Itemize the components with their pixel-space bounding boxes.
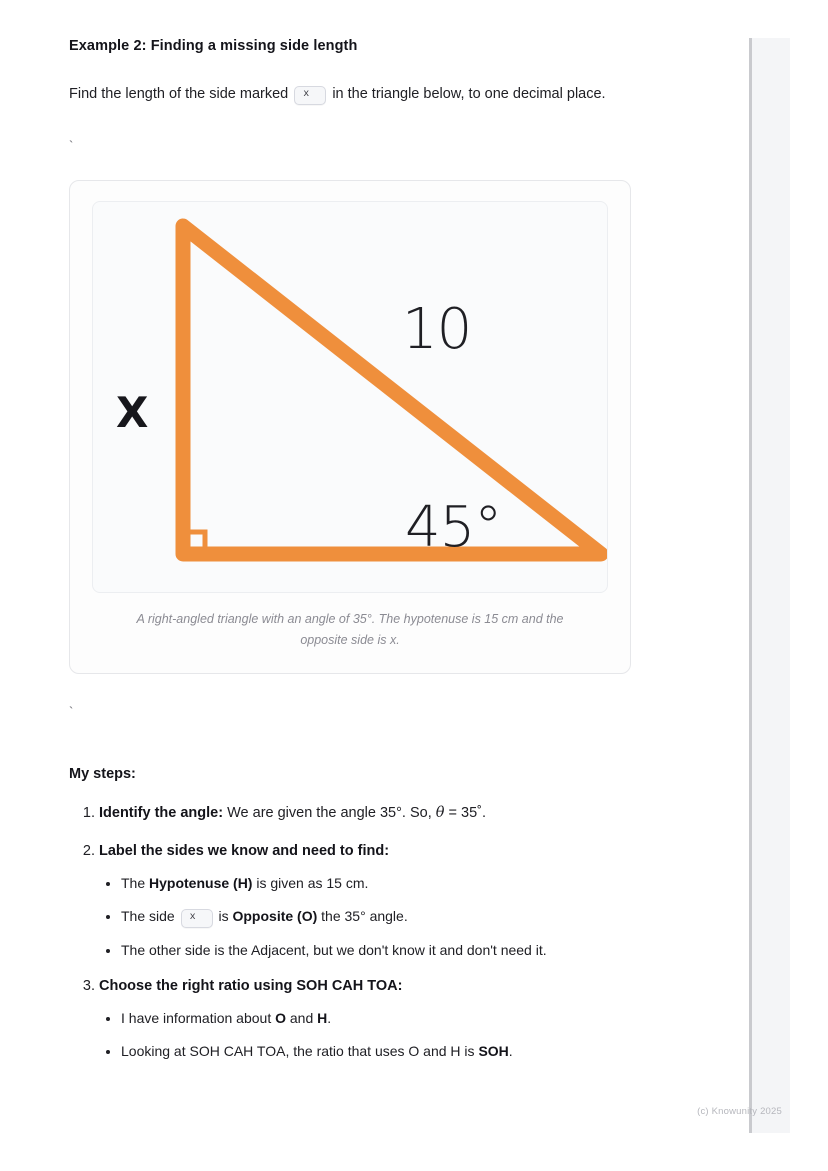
sub-text-pre: I have information about xyxy=(121,1010,276,1026)
list-item xyxy=(99,838,639,961)
sub-text-pre: The other side is the Adjacent, but we don't know it and don't need it. xyxy=(121,942,547,958)
document-content xyxy=(69,38,639,1074)
list-item xyxy=(99,800,639,826)
list-item xyxy=(121,872,639,894)
label-unknown-side: X xyxy=(116,388,149,437)
sub-text-bold: O xyxy=(275,1010,286,1026)
step-lead: Label the sides we know and need to find: xyxy=(99,843,390,859)
sub-list xyxy=(99,872,639,961)
sub-text-pre: The xyxy=(121,875,150,891)
backtick-marker-top: ` xyxy=(69,138,74,153)
sub-text-bold: Hypotenuse (H) xyxy=(149,875,253,891)
label-angle: 45° xyxy=(405,495,502,560)
sub-text-pre: The side xyxy=(121,908,179,924)
sub-text-post: . xyxy=(508,1043,513,1059)
sub-text-mid: is xyxy=(214,908,233,924)
step-lead: Choose the right ratio using SOH CAH TOA: xyxy=(99,978,403,994)
backtick-marker-bottom: ` xyxy=(69,704,74,719)
sub-text-mid: and xyxy=(286,1010,318,1026)
triangle-diagram-icon xyxy=(93,202,608,592)
sub-text-post: the 35° angle. xyxy=(317,908,408,924)
list-item xyxy=(121,1040,639,1062)
label-hypotenuse: 10 xyxy=(402,297,472,362)
problem-text-after: in the triangle below, to one decimal place. xyxy=(332,86,606,102)
figure-caption: A right-angled triangle with an angle of 35°. The hypotenuse is 15 cm and the opposite side is x. xyxy=(136,612,564,647)
steps-list xyxy=(69,800,639,1062)
figure-card xyxy=(69,180,631,674)
watermark: (c) Knowunity 2025 xyxy=(697,1106,782,1117)
steps-heading: My steps: xyxy=(69,766,136,782)
step-text: We are given the angle 35°. So, xyxy=(223,805,436,821)
variable-chip-x: x xyxy=(181,909,213,928)
problem-text-before: Find the length of the side marked xyxy=(69,86,289,102)
sub-text-post: . xyxy=(327,1010,332,1026)
sub-text-bold: SOH xyxy=(478,1043,509,1059)
step-lead: Identify the angle: xyxy=(99,805,224,821)
list-item xyxy=(121,1007,639,1029)
page-title: Example 2: Finding a missing side length xyxy=(69,38,358,54)
theta-symbol: θ xyxy=(435,805,445,821)
triangle-figure xyxy=(92,201,608,593)
problem-statement xyxy=(69,80,639,108)
sub-list xyxy=(99,1007,639,1062)
sub-text-post: is given as 15 cm. xyxy=(252,875,369,891)
sub-text-pre: Looking at SOH CAH TOA, the ratio that uses O and H is xyxy=(121,1043,479,1059)
list-item xyxy=(121,939,639,961)
step-tail: = 35˚. xyxy=(448,805,487,821)
scrollbar-gutter[interactable] xyxy=(749,38,790,1133)
list-item xyxy=(121,905,639,928)
scrollbar-thumb[interactable] xyxy=(749,38,752,1133)
variable-chip-x: x xyxy=(294,86,326,105)
sub-text-bold: Opposite (O) xyxy=(232,908,318,924)
sub-text-bold-2: H xyxy=(317,1010,328,1026)
list-item xyxy=(99,973,639,1062)
